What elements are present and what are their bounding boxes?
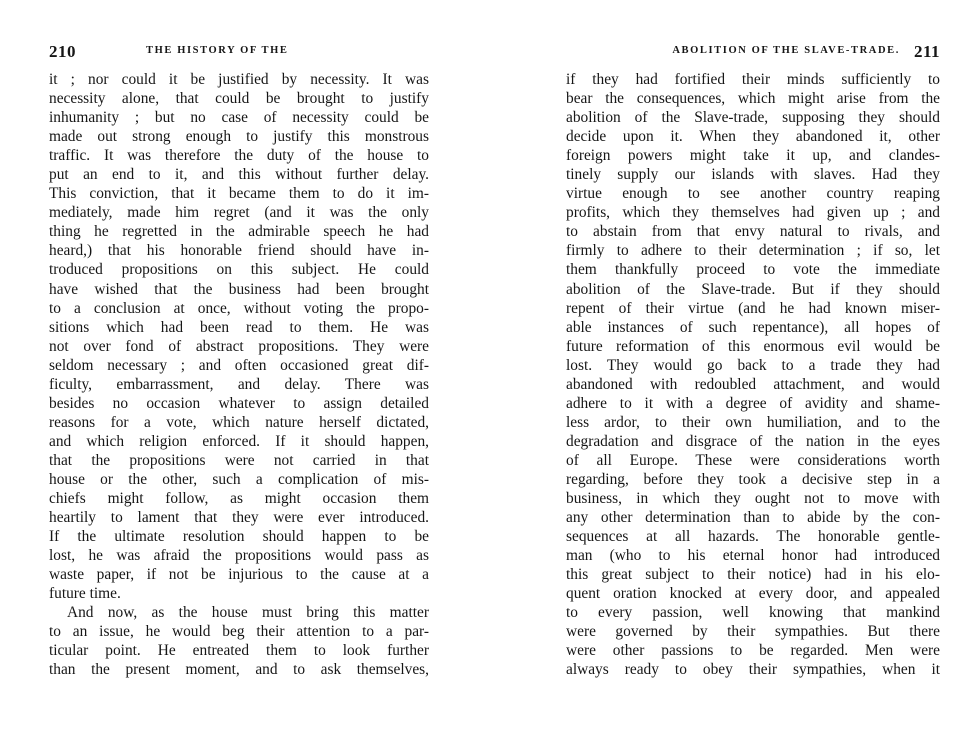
text-line: ticular point. He entreated them to look further	[49, 642, 429, 660]
text-line: it ; nor could it be justified by necessity. It was	[49, 71, 429, 88]
page-number: 210	[49, 42, 76, 61]
paragraph-start-line: And now, as the house must bring this matter	[67, 604, 429, 622]
text-line: house or the other, such a complication of mis-	[49, 470, 429, 488]
text-line: profits, which they themselves had given up ; and	[566, 204, 940, 222]
text-line: mediately, made him regret (and it was the only	[49, 204, 429, 222]
text-line: always ready to obey their sympathies, when it	[566, 661, 940, 679]
text-line: virtue enough to see another country reaping	[566, 185, 940, 203]
text-line: made out strong enough to justify this monstrous	[49, 128, 429, 146]
text-line: necessity alone, that could be brought to justify	[49, 90, 429, 108]
text-line: reasons for a vote, which nature herself dictated,	[49, 413, 429, 431]
text-line: inhumanity ; but no case of necessity could be	[49, 109, 429, 127]
text-line: firmly to adhere to their determination ; if so, let	[566, 242, 940, 260]
text-line: to abstain from that envy natural to rivals, and	[566, 223, 940, 241]
left-page-header	[49, 42, 429, 62]
running-head: ABOLITION OF THE SLAVE-TRADE.	[672, 45, 900, 56]
text-line: if they had fortified their minds sufficiently to	[566, 71, 940, 88]
text-line: ficulty, embarrassment, and delay. There was	[49, 375, 429, 393]
text-line: and which religion enforced. If it should happen,	[49, 432, 429, 450]
text-line: of all Europe. These were considerations worth	[566, 451, 940, 469]
text-line: future reformation of this enormous evil would be	[566, 337, 940, 355]
text-line: foreign powers might take it up, and clandes-	[566, 147, 940, 165]
text-line: abandoned with redoubled attachment, and would	[566, 375, 940, 393]
text-line: lost, he was afraid the propositions would pass as	[49, 547, 429, 565]
text-line: not over fond of abstract propositions. They were	[49, 337, 429, 355]
text-line: to a conclusion at once, without voting the propo-	[49, 299, 429, 317]
text-line: thing he regretted in the admirable speech he had	[49, 223, 429, 241]
text-line: heartily to lament that they were ever introduced.	[49, 509, 429, 527]
text-line: sitions which had been read to them. He was	[49, 318, 429, 336]
text-line: quent oration knocked at every door, and appealed	[566, 585, 940, 603]
running-head: THE HISTORY OF THE	[146, 45, 289, 56]
text-line: adhere to it with a degree of avidity and shame-	[566, 394, 940, 412]
text-line: abolition of the Slave-trade, supposing they should	[566, 109, 940, 127]
text-line: traffic. It was therefore the duty of the house to	[49, 147, 429, 165]
text-line: seldom necessary ; and often occasioned great dif-	[49, 356, 429, 374]
text-line: to an issue, he would beg their attention to a par-	[49, 623, 429, 641]
text-line: repent of their virtue (and he had known miser-	[566, 299, 940, 317]
text-line: degradation and disgrace of the nation in the eyes	[566, 432, 940, 450]
text-line: If the ultimate resolution should happen to be	[49, 528, 429, 546]
text-line: regarding, before they took a decisive step in a	[566, 470, 940, 488]
text-line: than the present moment, and to ask themselves,	[49, 661, 429, 679]
text-line: heard,) that his honorable friend should have in-	[49, 242, 429, 260]
text-line: man (who to his eternal honor had introduced	[566, 547, 940, 565]
left-page-body	[49, 70, 429, 680]
text-line: have wished that the business had been brought	[49, 280, 429, 298]
text-line: less ardor, to their own humiliation, and to the	[566, 413, 940, 431]
text-line: them thankfully proceed to vote the immediate	[566, 261, 940, 279]
text-line: sequences at all hazards. The honorable gentle-	[566, 528, 940, 546]
text-line: were governed by their sympathies. But there	[566, 623, 940, 641]
text-line: future time.	[49, 585, 121, 603]
text-line: to every passion, well knowing that mankind	[566, 604, 940, 622]
right-page-body	[566, 70, 940, 680]
right-page-header	[566, 42, 940, 62]
text-line: were other passions to be regarded. Men were	[566, 642, 940, 660]
text-line: chiefs might follow, as might occasion them	[49, 490, 429, 508]
text-line: besides no occasion whatever to assign detailed	[49, 394, 429, 412]
text-line: This conviction, that it became them to do it im-	[49, 185, 429, 203]
text-line: lost. They would go back to a trade they had	[566, 356, 940, 374]
text-line: decide upon it. When they abandoned it, other	[566, 128, 940, 146]
text-line: tinely supply our islands with slaves. Had they	[566, 166, 940, 184]
text-line: that the propositions were not carried in that	[49, 451, 429, 469]
text-line: abolition of the Slave-trade. But if they should	[566, 280, 940, 298]
text-line: put an end to it, and this without further delay.	[49, 166, 429, 184]
page-number: 211	[913, 42, 940, 61]
right-page	[490, 0, 980, 732]
text-line: business, in which they ought not to move with	[566, 490, 940, 508]
text-line: any other determination than to abide by the con-	[566, 509, 940, 527]
text-line: troduced propositions on this subject. He could	[49, 261, 429, 279]
text-line: able instances of such repentance), all hopes of	[566, 318, 940, 336]
text-line: this great subject to their notice) had in his elo-	[566, 566, 940, 584]
text-line: waste paper, if not be injurious to the cause at a	[49, 566, 429, 584]
text-line: bear the consequences, which might arise from the	[566, 90, 940, 108]
